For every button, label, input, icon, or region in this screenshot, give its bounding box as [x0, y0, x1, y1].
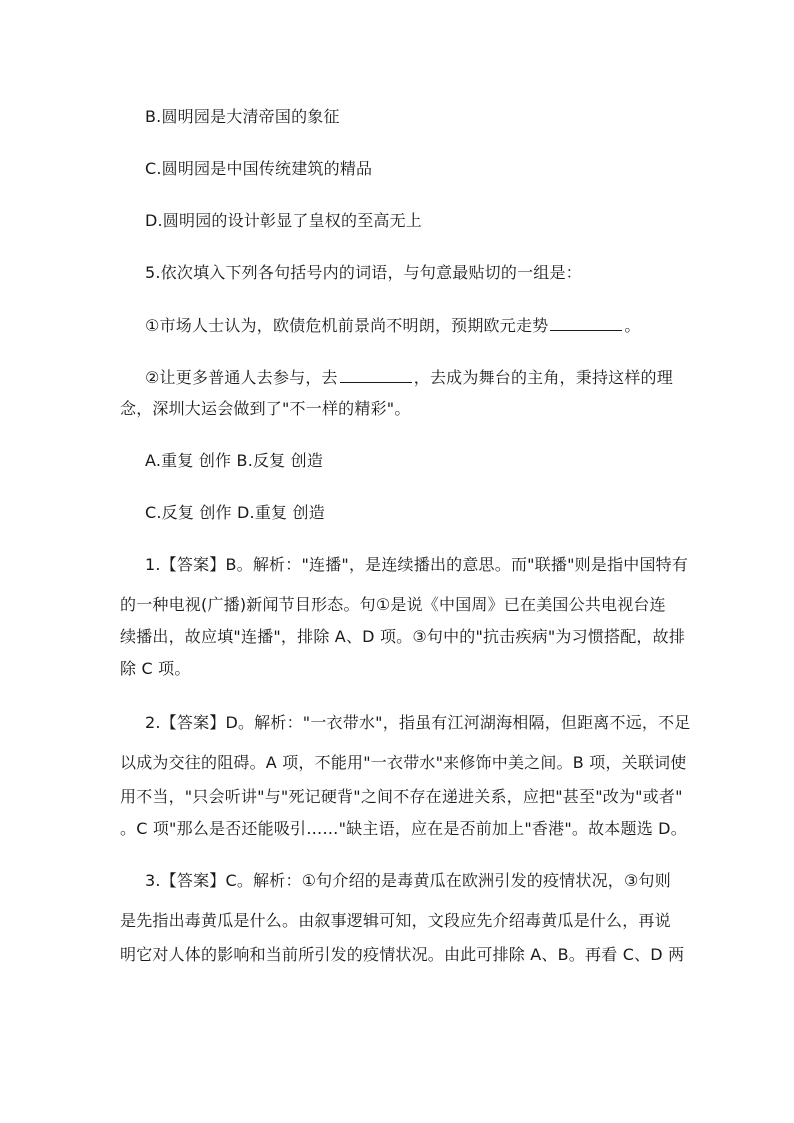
- option-b: B.圆明园是大清帝国的象征: [145, 107, 340, 126]
- answer-3-line-2: 是先指出毒黄瓜是什么。由叙事逻辑可知，文段应先介绍毒黄瓜是什么，再说: [120, 911, 671, 930]
- sentence-1-text: ①市场人士认为，欧债危机前景尚不明朗，预期欧元走势: [145, 316, 549, 335]
- answer-2-line-3: 用不当，"只会听讲"与"死记硬背"之间不存在递进关系，应把"甚至"改为"或者": [120, 787, 683, 806]
- answer-2-line-4: 。C 项"那么是否还能吸引……"缺主语，应在是否前加上"香港"。故本题选 D。: [120, 819, 687, 838]
- answer-1-line-4: 除 C 项。: [120, 659, 191, 678]
- answer-1-line-3: 续播出，故应填"连播"，排除 A、D 项。③句中的"抗击疾病"为习惯搭配，故排: [120, 627, 686, 646]
- question-5-options-cd: C.反复 创作 D.重复 创造: [145, 503, 325, 522]
- question-5-options-ab: A.重复 创作 B.反复 创造: [145, 451, 324, 470]
- answer-1-line-1: 1.【答案】B。解析："连播"，是连续播出的意思。而"联播"则是指中国特有: [145, 555, 689, 574]
- answer-2-line-2: 以成为交往的阻碍。A 项，不能用"一衣带水"来修饰中美之间。B 项，关联词使: [120, 753, 687, 772]
- answer-3-line-1: 3.【答案】C。解析：①句介绍的是毒黄瓜在欧洲引发的疫情状况，③句则: [145, 871, 671, 890]
- fill-blank-2: [340, 366, 412, 383]
- option-c: C.圆明园是中国传统建筑的精品: [145, 159, 373, 178]
- fill-blank-1: [550, 314, 622, 331]
- answer-3-line-3: 明它对人体的影响和当前所引发的疫情状况。由此可排除 A、B。再看 C、D 两: [120, 945, 685, 964]
- sentence-2-text: ②让更多普通人去参与，去: [145, 368, 338, 387]
- answer-1-line-2: 的一种电视(广播)新闻节目形态。句①是说《中国周》已在美国公共电视台连: [120, 595, 666, 614]
- question-5-sentence-2-cont: 念，深圳大运会做到了"不一样的精彩"。: [120, 399, 411, 418]
- answer-2-line-1: 2.【答案】D。解析："一衣带水"，指虽有江河湖海相隔，但距离不远，不足: [145, 713, 691, 732]
- sentence-1-end: 。: [624, 316, 641, 335]
- question-5-sentence-1: [145, 314, 641, 337]
- option-d: D.圆明园的设计彰显了皇权的至高无上: [145, 211, 423, 230]
- sentence-2-rest: ，去成为舞台的主角，秉持这样的理: [413, 368, 673, 387]
- question-5-stem: 5.依次填入下列各句括号内的词语，与句意最贴切的一组是：: [145, 263, 582, 282]
- question-5-sentence-2: [145, 366, 673, 389]
